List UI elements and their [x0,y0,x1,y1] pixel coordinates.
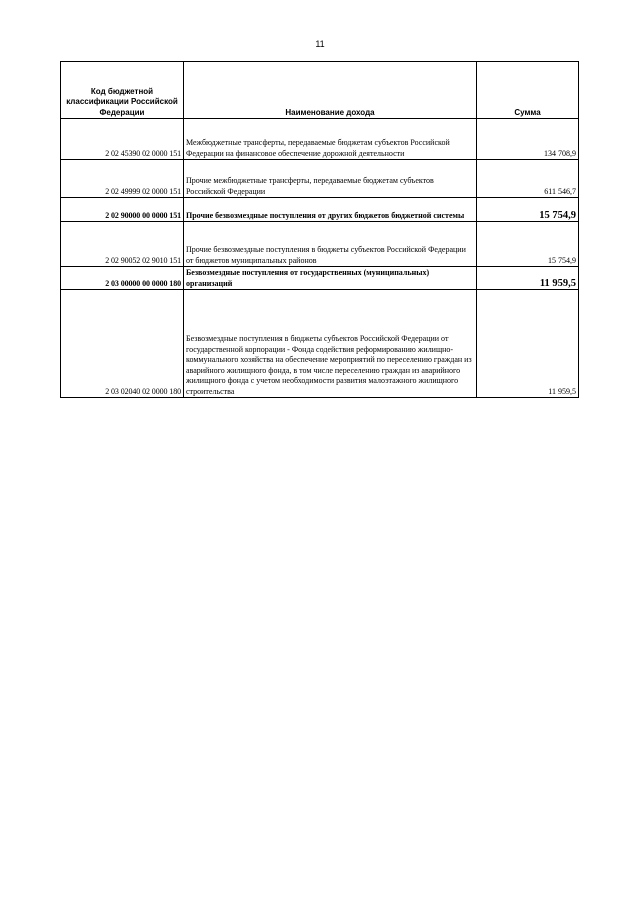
table-row-subtotal [61,267,579,290]
row-code: 2 03 00000 00 0000 180 [61,267,184,290]
row-sum: 11 959,5 [477,267,579,290]
table-row [61,222,579,267]
header-code: Код бюджетной классификации Российской Федерации [61,62,184,119]
table-row [61,119,579,160]
row-name: Безвозмездные поступления от государственных (муниципальных) организаций [184,267,477,290]
row-sum: 11 959,5 [477,290,579,398]
row-name: Прочие безвозмездные поступления от других бюджетов бюджетной системы [184,198,477,222]
row-code: 2 02 49999 02 0000 151 [61,160,184,198]
row-sum: 134 708,9 [477,119,579,160]
row-code: 2 02 90052 02 9010 151 [61,222,184,267]
row-sum: 611 546,7 [477,160,579,198]
table-row [61,160,579,198]
row-name: Межбюджетные трансферты, передаваемые бюджетам субъектов Российской Федерации на финансовое обеспечение дорожной деятельности [184,119,477,160]
page-number: 11 [315,39,325,49]
row-code: 2 03 02040 02 0000 180 [61,290,184,398]
row-sum: 15 754,9 [477,222,579,267]
table-header [61,62,579,119]
row-name: Прочие безвозмездные поступления в бюджеты субъектов Российской Федерации от бюджетов муниципальных районов [184,222,477,267]
budget-revenue-table [60,61,579,398]
table-row-subtotal [61,198,579,222]
row-name: Прочие межбюджетные трансферты, передаваемые бюджетам субъектов Российской Федерации [184,160,477,198]
row-sum: 15 754,9 [477,198,579,222]
row-code: 2 02 45390 02 0000 151 [61,119,184,160]
row-name: Безвозмездные поступления в бюджеты субъектов Российской Федерации от государственной корпорации - Фонда содействия реформированию жилищно-коммунального хозяйства на обеспечение мероприятий по переселению граждан из аварийного жилищного фонда, в том числе переселению граждан из аварийного жилищного фонда с учетом необходимости развития малоэтажного жилищного строительства [184,290,477,398]
table-row [61,290,579,398]
header-sum: Сумма [477,62,579,119]
row-code: 2 02 90000 00 0000 151 [61,198,184,222]
header-name: Наименование дохода [184,62,477,119]
